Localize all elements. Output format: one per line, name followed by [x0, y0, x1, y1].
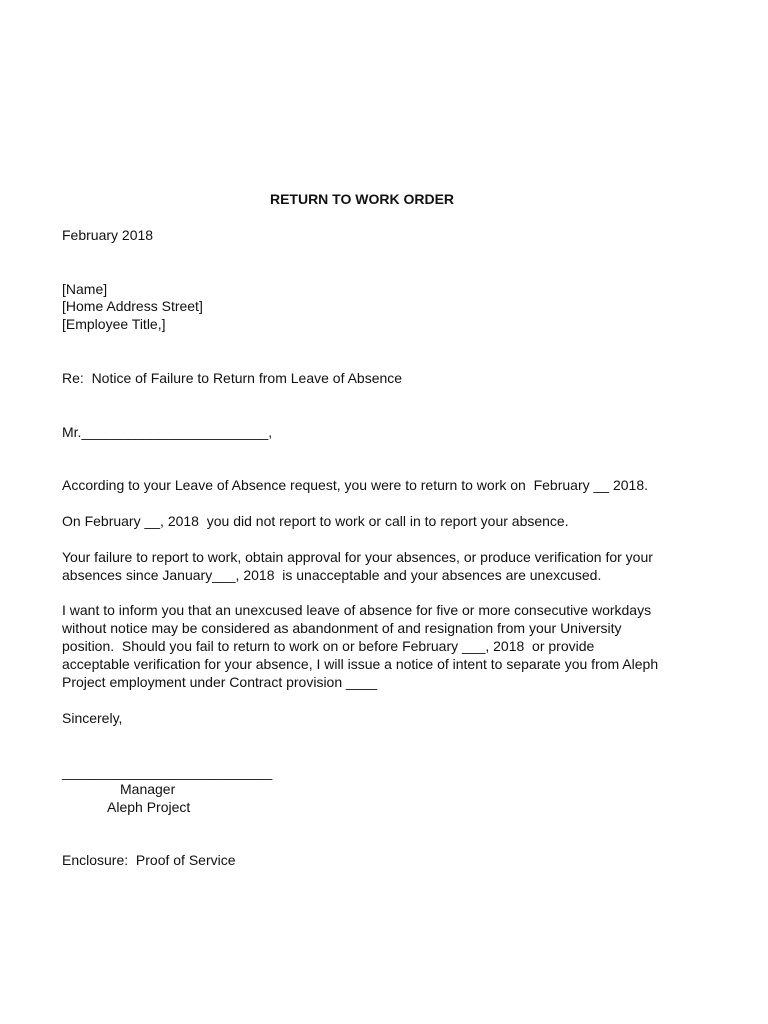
- paragraph-4-line-1: I want to inform you that an unexcused leave of absence for five or more consecutive workdays: [62, 602, 652, 618]
- recipient-name: [Name]: [62, 281, 108, 297]
- signature-line: ___________________________: [62, 764, 273, 780]
- paragraph-2: On February __, 2018 you did not report to work or call in to report your absence.: [62, 513, 569, 529]
- recipient-title: [Employee Title,]: [62, 316, 166, 332]
- paragraph-4-line-4: acceptable verification for your absence, I will issue a notice of intent to separate you from Aleph: [62, 656, 659, 672]
- paragraph-1: According to your Leave of Absence request, you were to return to work on February __ 2018.: [62, 477, 649, 493]
- paragraph-4-line-3: position. Should you fail to return to work on or before February ___, 2018 or provide: [62, 638, 595, 654]
- paragraph-4-line-2: without notice may be considered as abandonment of and resignation from your University: [62, 620, 622, 636]
- recipient-address: [Home Address Street]: [62, 298, 203, 314]
- paragraph-3-line-1: Your failure to report to work, obtain approval for your absences, or produce verification for your: [62, 549, 653, 565]
- subject-line: Re: Notice of Failure to Return from Leave of Absence: [62, 370, 403, 386]
- closing: Sincerely,: [62, 710, 123, 726]
- letter-date: February 2018: [62, 227, 154, 243]
- signature-organization: Aleph Project: [107, 799, 191, 815]
- paragraph-3-line-2: absences since January___, 2018 is unacceptable and your absences are unexcused.: [62, 567, 602, 583]
- document-title: RETURN TO WORK ORDER: [269, 191, 455, 207]
- enclosure-line: Enclosure: Proof of Service: [62, 852, 236, 868]
- signature-role: Manager: [120, 781, 176, 797]
- paragraph-4-line-5: Project employment under Contract provision ____: [62, 674, 378, 690]
- salutation: Mr.________________________,: [62, 424, 273, 440]
